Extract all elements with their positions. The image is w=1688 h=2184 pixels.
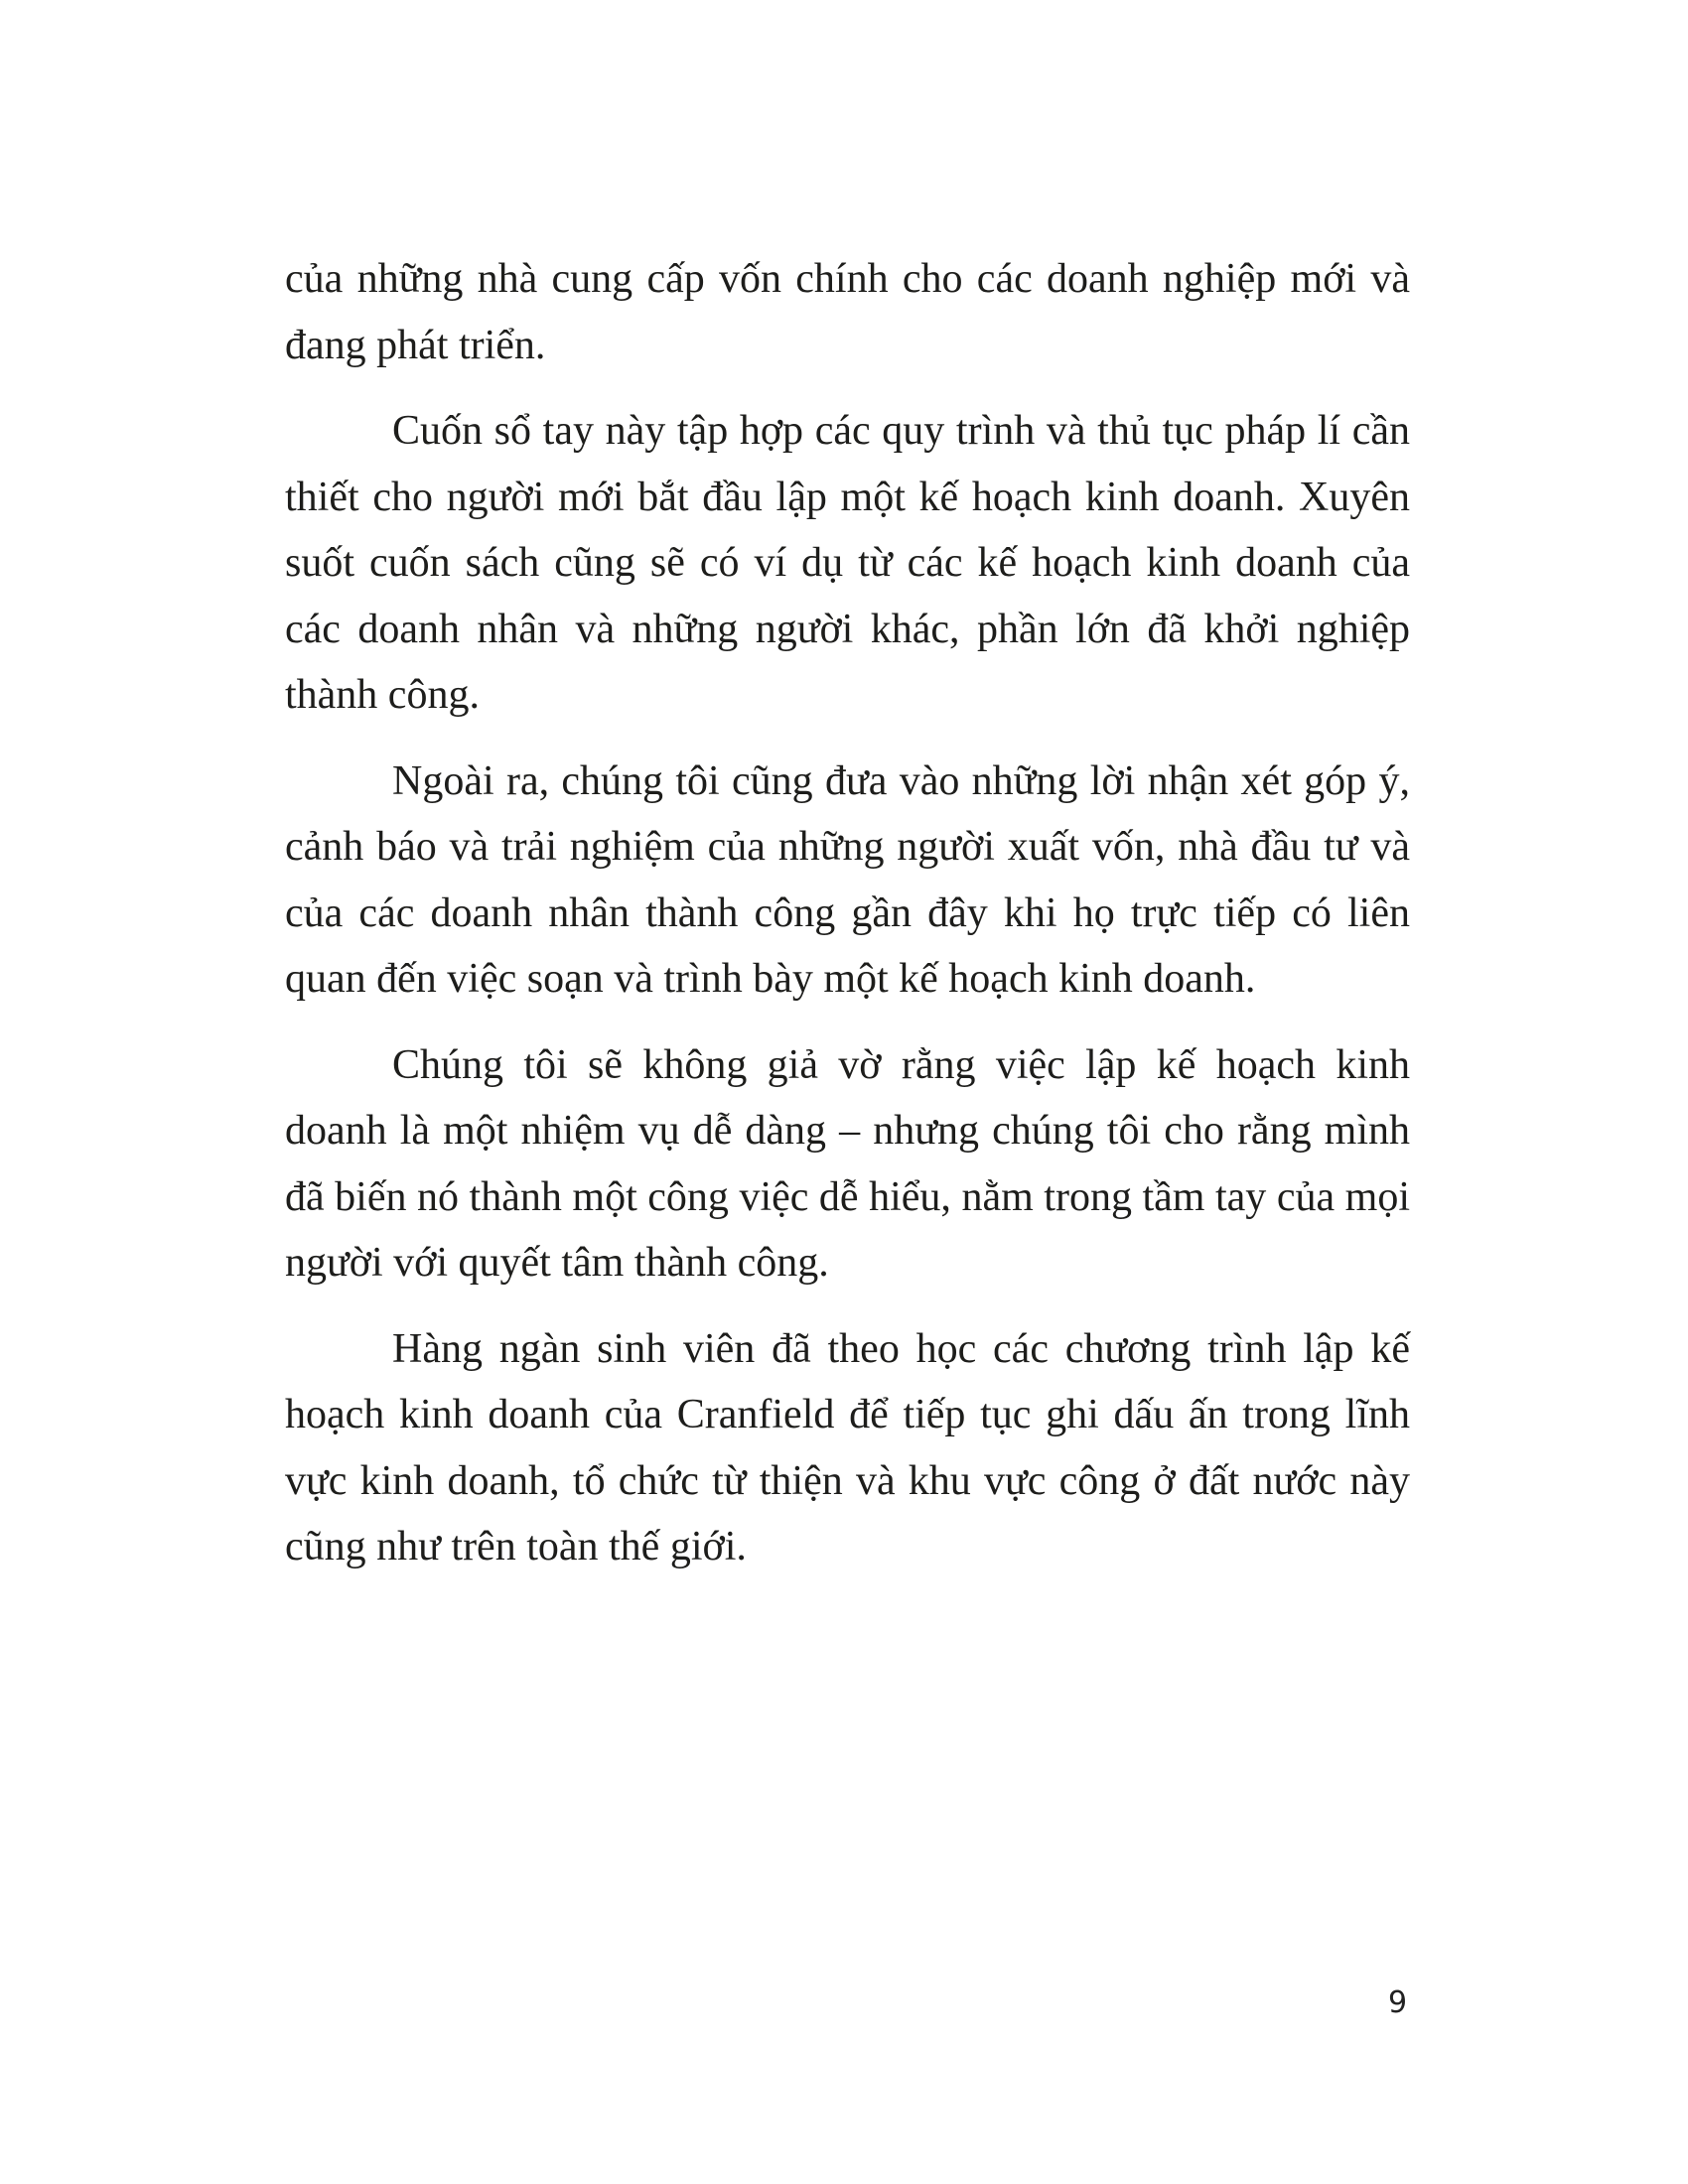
paragraph-cranfield-students: Hàng ngàn sinh viên đã theo học các chương trình lập kế hoạch kinh doanh của Cranfield để tiếp tục ghi dấu ấn trong lĩnh vực kinh doanh, tổ chức từ thiện và khu vực công ở đất nước này cũng như trên toàn thế giới. — [285, 1325, 1410, 1570]
page-number: 9 — [1388, 1985, 1408, 2020]
paragraph-investor-comments: Ngoài ra, chúng tôi cũng đưa vào những lời nhận xét góp ý, cảnh báo và trải nghiệm của những người xuất vốn, nhà đầu tư và của các doanh nhân thành công gần đây khi họ trực tiếp có liên quan đến việc soạn và trình bày một kế hoạch kinh doanh. — [285, 757, 1410, 1002]
paragraph-continuation: của những nhà cung cấp vốn chính cho các doanh nghiệp mới và đang phát triển. — [285, 256, 1410, 368]
paragraph-not-easy-task: Chúng tôi sẽ không giả vờ rằng việc lập kế hoạch kinh doanh là một nhiệm vụ dễ dàng – nhưng chúng tôi cho rằng mình đã biến nó thành một công việc dễ hiểu, nằm trong tầm tay của mọi người với quyết tâm thành công. — [285, 1041, 1410, 1286]
body-text — [285, 246, 1410, 1600]
paragraph-handbook-purpose: Cuốn sổ tay này tập hợp các quy trình và thủ tục pháp lí cần thiết cho người mới bắt đầu lập một kế hoạch kinh doanh. Xuyên suốt cuốn sách cũng sẽ có ví dụ từ các kế hoạch kinh doanh của các doanh nhân và những người khác, phần lớn đã khởi nghiệp thành công. — [285, 408, 1410, 718]
